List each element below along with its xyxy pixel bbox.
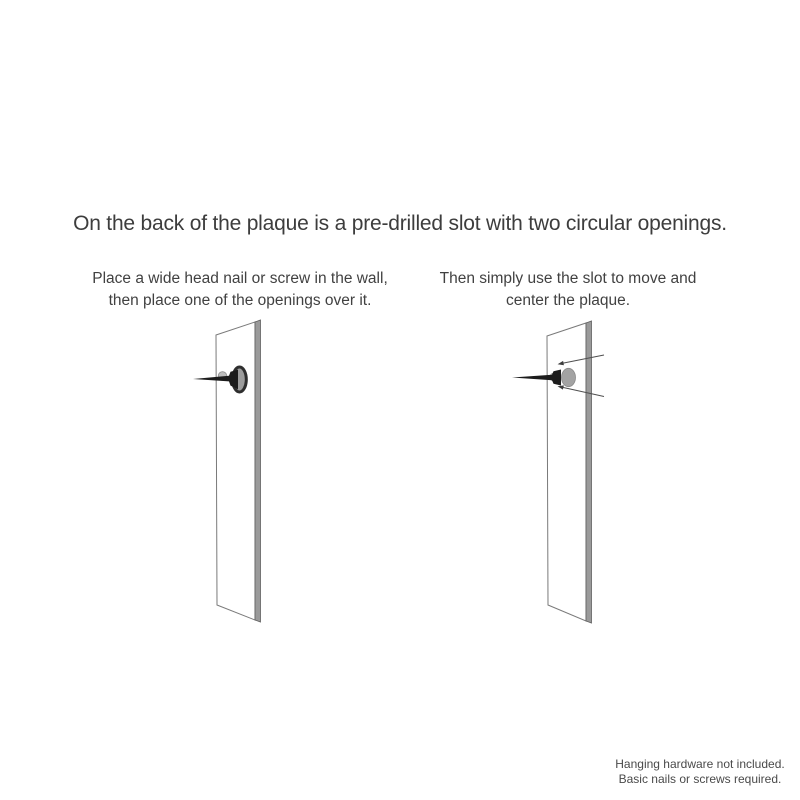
page-title: On the back of the plaque is a pre-drilled slot with two circular openings. bbox=[73, 212, 727, 235]
right-plaque-figure bbox=[512, 321, 604, 623]
left-step-caption-line2: then place one of the openings over it. bbox=[108, 291, 372, 309]
right-step-caption-line2: center the plaque. bbox=[505, 291, 631, 309]
right-nail-head bbox=[562, 368, 576, 386]
right-nail bbox=[512, 370, 561, 386]
hardware-footnote-line2: Basic nails or screws required. bbox=[618, 772, 782, 786]
right-plaque-front bbox=[547, 323, 586, 621]
right-plaque-edge bbox=[586, 321, 592, 623]
hardware-footnote bbox=[550, 757, 800, 787]
left-plaque-edge bbox=[255, 320, 261, 622]
left-plaque-front bbox=[216, 322, 255, 620]
left-step-caption-line1: Place a wide head nail or screw in the wall, bbox=[92, 270, 388, 287]
left-plaque-figure bbox=[193, 320, 261, 622]
hardware-footnote-line1: Hanging hardware not included. bbox=[615, 757, 785, 771]
right-step-caption-line1: Then simply use the slot to move and bbox=[439, 270, 697, 287]
